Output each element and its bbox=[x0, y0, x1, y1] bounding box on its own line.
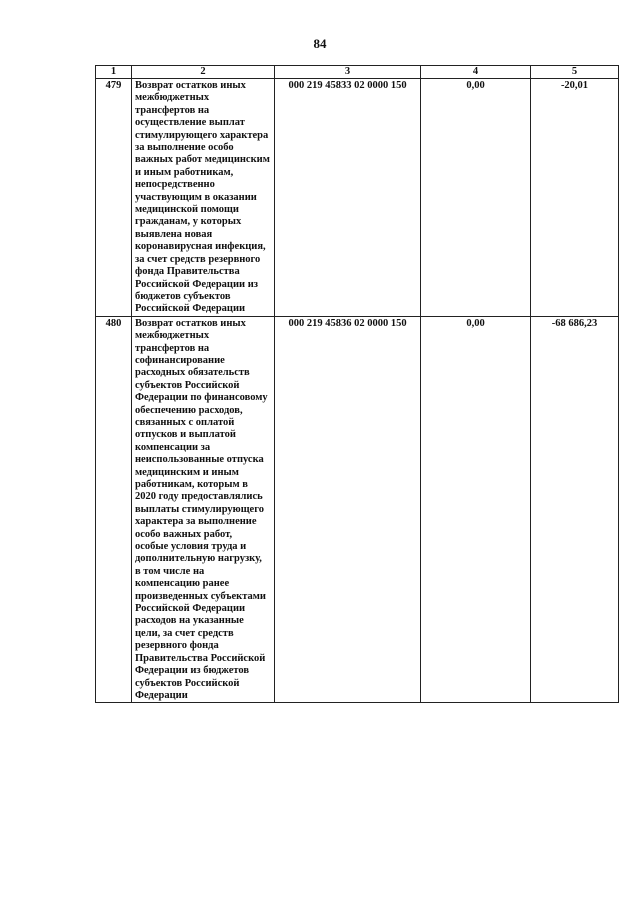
row-col4-cell: 0,00 bbox=[421, 316, 531, 703]
name-line: выявлена новая bbox=[135, 228, 213, 240]
column-header-1: 1 bbox=[96, 66, 132, 79]
name-line: выплаты стимулирующего bbox=[135, 503, 264, 515]
name-line: связанных с оплатой bbox=[135, 416, 235, 428]
name-line: неиспользованные отпуска bbox=[135, 454, 264, 466]
name-line: работникам, которым в bbox=[135, 479, 248, 490]
name-line: трансфертов на bbox=[135, 342, 210, 354]
name-line: софинансирование bbox=[135, 354, 225, 366]
name-line: цели, за счет средств bbox=[135, 627, 234, 639]
name-line: обеспечению расходов, bbox=[135, 404, 243, 416]
name-line: Федерации по финансовому bbox=[135, 392, 268, 404]
row-number-cell: 479 bbox=[96, 79, 132, 317]
table-header-row bbox=[96, 66, 619, 79]
row-name-cell bbox=[132, 79, 275, 317]
name-line: непосредственно bbox=[135, 179, 215, 191]
name-line: осуществление выплат bbox=[135, 117, 245, 129]
name-line: стимулирующего характера bbox=[135, 129, 269, 141]
name-line: особые условия труда и bbox=[135, 541, 247, 553]
name-line: Федерации bbox=[135, 689, 188, 701]
name-line: медицинской помощи bbox=[135, 204, 239, 216]
table-row bbox=[96, 316, 619, 703]
name-line: субъектов Российской bbox=[135, 379, 240, 391]
name-line: резервного фонда bbox=[135, 640, 219, 652]
name-line: Российской Федерации bbox=[135, 603, 246, 615]
name-line: расходов на указанные bbox=[135, 615, 244, 627]
name-line: трансфертов на bbox=[135, 104, 210, 116]
row-col4-cell: 0,00 bbox=[421, 79, 531, 317]
name-line: участвующим в оказании bbox=[135, 191, 257, 203]
row-code-cell: 000 219 45833 02 0000 150 bbox=[275, 79, 421, 317]
name-line: за выполнение особо bbox=[135, 142, 234, 154]
name-line: дополнительную нагрузку, bbox=[135, 553, 262, 565]
name-line: и иным работникам, bbox=[135, 166, 234, 178]
row-code-cell: 000 219 45836 02 0000 150 bbox=[275, 316, 421, 703]
name-line: характера за выполнение bbox=[135, 516, 257, 528]
name-line: Российской Федерации bbox=[135, 303, 246, 315]
name-line: Федерации из бюджетов bbox=[135, 665, 250, 677]
row-col5-cell: -68 686,23 bbox=[531, 316, 619, 703]
name-line: важных работ медицинским bbox=[135, 154, 270, 166]
name-line: Возврат остатков иных bbox=[135, 80, 246, 91]
name-line: Российской Федерации из bbox=[135, 278, 258, 290]
column-header-5: 5 bbox=[531, 66, 619, 79]
column-header-2: 2 bbox=[132, 66, 275, 79]
name-line: гражданам, у которых bbox=[135, 216, 242, 228]
budget-table bbox=[95, 65, 619, 703]
name-line: межбюджетных bbox=[135, 92, 210, 104]
name-line: Возврат остатков иных bbox=[135, 317, 246, 329]
name-line: 2020 году предоставлялись bbox=[135, 491, 263, 503]
name-line: особо важных работ, bbox=[135, 528, 233, 540]
name-line: произведенных субъектами bbox=[135, 590, 266, 602]
column-header-4: 4 bbox=[421, 66, 531, 79]
table-row bbox=[96, 79, 619, 317]
column-header-3: 3 bbox=[275, 66, 421, 79]
name-line: компенсацию ранее bbox=[135, 578, 230, 590]
name-line: в том числе на bbox=[135, 565, 205, 577]
row-name-cell bbox=[132, 316, 275, 703]
name-line: расходных обязательств bbox=[135, 367, 250, 379]
page-number: 84 bbox=[313, 36, 327, 51]
name-line: фонда Правительства bbox=[135, 266, 240, 278]
name-line: коронавирусная инфекция, bbox=[135, 241, 266, 253]
name-line: компенсации за bbox=[135, 441, 211, 453]
name-line: за счет средств резервного bbox=[135, 253, 261, 265]
name-line: межбюджетных bbox=[135, 330, 210, 342]
name-line: медицинским и иным bbox=[135, 466, 239, 478]
name-line: Правительства Российской bbox=[135, 652, 266, 664]
row-col5-cell: -20,01 bbox=[531, 79, 619, 317]
row-number-cell: 480 bbox=[96, 316, 132, 703]
name-line: отпусков и выплатой bbox=[135, 429, 236, 441]
name-line: субъектов Российской bbox=[135, 677, 240, 689]
name-line: бюджетов субъектов bbox=[135, 290, 231, 302]
